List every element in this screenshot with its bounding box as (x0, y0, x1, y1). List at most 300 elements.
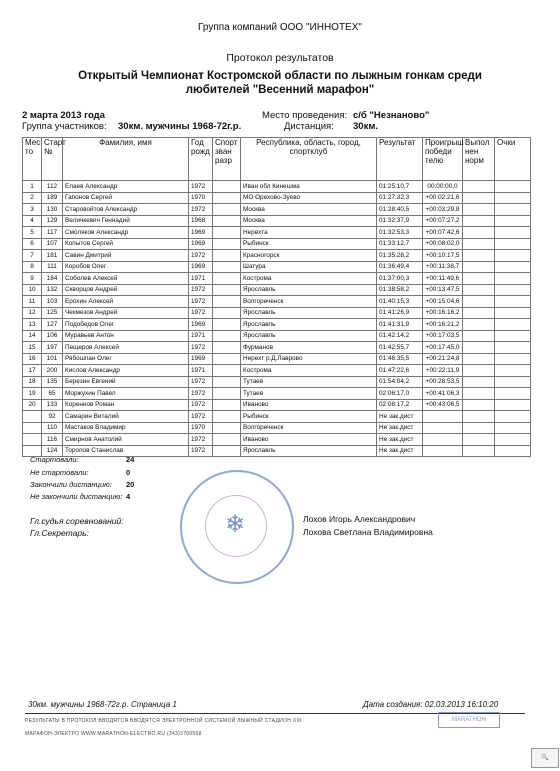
cell-gap (423, 445, 463, 457)
cell-rank (213, 238, 241, 250)
cell-name: Гапонов Сергей (63, 192, 189, 204)
cell-norm (463, 365, 495, 377)
cell-gap: +00:08:02,0 (423, 238, 463, 250)
cell-start-number: 200 (42, 365, 63, 377)
cell-place: 20 (23, 399, 42, 411)
cell-name: Торопов Станислав (63, 445, 189, 457)
cell-name: Кореннов Роман (63, 399, 189, 411)
cell-start-number: 117 (42, 227, 63, 239)
cell-norm (463, 342, 495, 354)
cell-birth-year: 1969 (189, 238, 213, 250)
cell-name: Савин Дмитрий (63, 250, 189, 262)
cell-points (495, 376, 531, 388)
cell-gap: +00:11:38,7 (423, 261, 463, 273)
cell-name: Рябошпан Олег (63, 353, 189, 365)
cell-place: 1 (23, 181, 42, 193)
cell-norm (463, 238, 495, 250)
cell-birth-year: 1972 (189, 388, 213, 400)
cell-name: Чекмезов Андрей (63, 307, 189, 319)
cell-points (495, 261, 531, 273)
cell-points (495, 422, 531, 434)
cell-norm (463, 227, 495, 239)
cell-birth-year: 1969 (189, 261, 213, 273)
cell-norm (463, 296, 495, 308)
cell-start-number: 181 (42, 250, 63, 262)
cell-rank (213, 376, 241, 388)
table-row (23, 204, 531, 216)
cell-norm (463, 445, 495, 457)
cell-norm (463, 330, 495, 342)
table-row (23, 296, 531, 308)
coat-of-arms-icon: ❄ (224, 511, 246, 538)
cell-birth-year: 1969 (189, 319, 213, 331)
cell-gap: +00:07:42,6 (423, 227, 463, 239)
cell-gap (423, 411, 463, 423)
cell-start-number: 116 (42, 434, 63, 446)
cell-region: МО Орехово-Зуево (241, 192, 377, 204)
cell-place: 12 (23, 307, 42, 319)
cell-result: 02:06:17,0 (377, 388, 423, 400)
cell-region: Шатура (241, 261, 377, 273)
cell-name: Мастаков Владимир (63, 422, 189, 434)
table-row (23, 181, 531, 193)
col-header-gap: Проигрыш победи телю (423, 138, 463, 181)
cell-gap: +00:17:45,0 (423, 342, 463, 354)
cell-result: Не зак.дист (377, 411, 423, 423)
cell-name: Подобедов Олег (63, 319, 189, 331)
cell-birth-year: 1972 (189, 284, 213, 296)
cell-rank (213, 181, 241, 193)
cell-place (23, 422, 42, 434)
cell-gap (423, 422, 463, 434)
cell-region: Нерехта (241, 227, 377, 239)
cell-norm (463, 181, 495, 193)
cell-birth-year: 1970 (189, 192, 213, 204)
cell-gap: +00:15:04,6 (423, 296, 463, 308)
cell-name: Скворцов Андрей (63, 284, 189, 296)
chief-secretary-name: Лохова Светлана Владимировна (303, 527, 433, 537)
table-row (23, 422, 531, 434)
cell-start-number: 189 (42, 192, 63, 204)
table-header-row (23, 138, 531, 181)
cell-norm (463, 376, 495, 388)
cell-rank (213, 411, 241, 423)
cell-points (495, 319, 531, 331)
table-row (23, 353, 531, 365)
cell-birth-year: 1971 (189, 330, 213, 342)
cell-birth-year: 1971 (189, 365, 213, 377)
cell-result: Не зак.дист (377, 445, 423, 457)
cell-place: 6 (23, 238, 42, 250)
cell-rank (213, 284, 241, 296)
cell-points (495, 330, 531, 342)
cell-place: 5 (23, 227, 42, 239)
table-row (23, 411, 531, 423)
cell-place (23, 411, 42, 423)
table-row (23, 388, 531, 400)
cell-start-number: 133 (42, 399, 63, 411)
cell-result: 01:27:32,3 (377, 192, 423, 204)
cell-norm (463, 388, 495, 400)
cell-rank (213, 353, 241, 365)
cell-norm (463, 319, 495, 331)
summary-not-finished (30, 492, 131, 501)
cell-start-number: 111 (42, 261, 63, 273)
cell-birth-year: 1972 (189, 376, 213, 388)
table-row (23, 192, 531, 204)
distance-value: 30км. (353, 121, 378, 132)
cell-start-number: 130 (42, 204, 63, 216)
cell-name: Пещеров Алексей (63, 342, 189, 354)
cell-points (495, 204, 531, 216)
cell-birth-year: 1972 (189, 434, 213, 446)
summary-started-value: 24 (126, 455, 135, 464)
cell-points (495, 227, 531, 239)
cell-place: 11 (23, 296, 42, 308)
cell-start-number: 103 (42, 296, 63, 308)
cell-start-number: 132 (42, 284, 63, 296)
cell-start-number: 65 (42, 388, 63, 400)
event-title-line1: Открытый Чемпионат Костромской области по лыжным гонкам среди (78, 70, 482, 82)
cell-points (495, 434, 531, 446)
cell-place: 7 (23, 250, 42, 262)
table-row (23, 319, 531, 331)
zoom-icon[interactable]: 🔍 (531, 748, 559, 768)
table-row (23, 342, 531, 354)
cell-place: 18 (23, 376, 42, 388)
cell-gap: +00:02:21,6 (423, 192, 463, 204)
cell-rank (213, 204, 241, 216)
cell-rank (213, 250, 241, 262)
venue-label: Место проведения: (262, 110, 348, 121)
cell-result: Не зак.дист (377, 434, 423, 446)
cell-region: Ярославль (241, 284, 377, 296)
cell-gap: +00:16:21,2 (423, 319, 463, 331)
cell-rank (213, 261, 241, 273)
cell-region: Ярославль (241, 307, 377, 319)
cell-gap: +00:41:06,3 (423, 388, 463, 400)
cell-birth-year: 1972 (189, 181, 213, 193)
cell-region: Ярославль (241, 445, 377, 457)
cell-place: 3 (23, 204, 42, 216)
table-row (23, 399, 531, 411)
cell-points (495, 353, 531, 365)
cell-points (495, 445, 531, 457)
cell-norm (463, 422, 495, 434)
cell-region: Рыбинск (241, 238, 377, 250)
cell-points (495, 307, 531, 319)
cell-result: 01:42:55,7 (377, 342, 423, 354)
cell-region: Иваново (241, 434, 377, 446)
cell-region: Кострома (241, 273, 377, 285)
cell-rank (213, 192, 241, 204)
results-table (22, 137, 531, 457)
cell-rank (213, 365, 241, 377)
event-title-line2: любителей "Весенний марафон" (185, 84, 375, 96)
table-row (23, 238, 531, 250)
col-header-result: Результат (377, 138, 423, 181)
cell-result: 01:33:12,7 (377, 238, 423, 250)
cell-norm (463, 215, 495, 227)
cell-result: 01:28:40,5 (377, 204, 423, 216)
cell-gap: +00:13:47,5 (423, 284, 463, 296)
cell-name: Моржухин Павел (63, 388, 189, 400)
results-body (23, 181, 531, 457)
cell-result: 01:42:14,2 (377, 330, 423, 342)
cell-norm (463, 284, 495, 296)
cell-rank (213, 388, 241, 400)
table-row (23, 307, 531, 319)
cell-name: Ерохин Алексей (63, 296, 189, 308)
cell-rank (213, 445, 241, 457)
cell-birth-year: 1972 (189, 296, 213, 308)
cell-region: Ярославль (241, 330, 377, 342)
col-header-name: Фамилия, имя (63, 138, 189, 181)
cell-result: 02:08:17,2 (377, 399, 423, 411)
cell-result: 01:35:28,2 (377, 250, 423, 262)
cell-result: 01:47:22,6 (377, 365, 423, 377)
table-row (23, 250, 531, 262)
table-row (23, 273, 531, 285)
cell-norm (463, 273, 495, 285)
cell-points (495, 273, 531, 285)
cell-name: Копытов Сергей (63, 238, 189, 250)
cell-place: 9 (23, 273, 42, 285)
cell-result: 01:41:31,9 (377, 319, 423, 331)
cell-region: Волгореченск (241, 422, 377, 434)
cell-result: 01:25:10,7 (377, 181, 423, 193)
cell-birth-year: 1972 (189, 250, 213, 262)
cell-rank (213, 307, 241, 319)
cell-norm (463, 192, 495, 204)
cell-region: Москва (241, 215, 377, 227)
cell-birth-year: 1972 (189, 399, 213, 411)
chief-judge-name: Лохов Игорь Александрович (303, 514, 416, 524)
cell-name: Березин Евгений (63, 376, 189, 388)
cell-rank (213, 296, 241, 308)
cell-result: 01:40:15,3 (377, 296, 423, 308)
protocol-heading: Протокол результатов (226, 52, 334, 64)
chief-secretary-label: Гл.Секретарь: (30, 528, 89, 538)
cell-place: 4 (23, 215, 42, 227)
summary-started (30, 455, 135, 464)
cell-points (495, 411, 531, 423)
cell-start-number: 127 (42, 319, 63, 331)
table-row (23, 365, 531, 377)
cell-birth-year: 1969 (189, 227, 213, 239)
cell-rank (213, 434, 241, 446)
cell-gap: +00:10:17,5 (423, 250, 463, 262)
col-header-rank: Спорт зван разр (213, 138, 241, 181)
cell-points (495, 250, 531, 262)
cell-place: 17 (23, 365, 42, 377)
cell-name: Старовойтов Александр (63, 204, 189, 216)
cell-points (495, 238, 531, 250)
cell-gap: 00:00:00,0 (423, 181, 463, 193)
cell-name: Елаев Александр (63, 181, 189, 193)
summary-not-finished-value: 4 (126, 492, 131, 501)
cell-gap: +00:43:06,5 (423, 399, 463, 411)
cell-result: 01:37:00,3 (377, 273, 423, 285)
cell-result: 01:41:26,9 (377, 307, 423, 319)
cell-place: 8 (23, 261, 42, 273)
chief-judge-label: Гл.судья соревнований: (30, 516, 124, 526)
cell-birth-year: 1972 (189, 204, 213, 216)
table-row (23, 227, 531, 239)
cell-region: Волгореченск (241, 296, 377, 308)
cell-region: Москва (241, 204, 377, 216)
cell-rank (213, 330, 241, 342)
cell-start-number: 124 (42, 445, 63, 457)
cell-place: 2 (23, 192, 42, 204)
cell-place: 16 (23, 353, 42, 365)
cell-name: Муравьев Антон (63, 330, 189, 342)
footer-system-text: РЕЗУЛЬТАТЫ В ПРОТОКОЛ ВВОДЯТСЯ ВВОДЯТСЯ ЭЛЕКТРОННОЙ СИСТЕМОЙ ЛЫЖНЫЙ СТАДИОН XXI (25, 718, 302, 724)
cell-result: 01:32:53,3 (377, 227, 423, 239)
table-row (23, 284, 531, 296)
cell-points (495, 399, 531, 411)
cell-norm (463, 353, 495, 365)
cell-gap: +00:11:49,6 (423, 273, 463, 285)
summary-finished-label: Закончили дистанцию: (30, 480, 112, 489)
cell-birth-year: 1969 (189, 353, 213, 365)
event-date: 2 марта 2013 года (22, 110, 105, 121)
cell-norm (463, 411, 495, 423)
cell-region: Красногорск (241, 250, 377, 262)
cell-birth-year: 1971 (189, 273, 213, 285)
cell-norm (463, 399, 495, 411)
cell-start-number: 101 (42, 353, 63, 365)
cell-gap: +00:22:11,9 (423, 365, 463, 377)
cell-name: Смоляков Александр (63, 227, 189, 239)
cell-birth-year: 1972 (189, 411, 213, 423)
venue-value: с/б "Незнаново" (353, 110, 430, 121)
col-header-start-number: Старт № (42, 138, 63, 181)
cell-name: Кислов Александр (63, 365, 189, 377)
distance-label: Дистанция: (284, 121, 334, 132)
cell-place: 14 (23, 330, 42, 342)
cell-place: 13 (23, 319, 42, 331)
marathon-logo-icon: MARATHON (438, 712, 500, 728)
col-header-region: Республика, область, город, спортклуб (241, 138, 377, 181)
cell-region: Тутаев (241, 376, 377, 388)
table-row (23, 376, 531, 388)
group-label: Группа участников: (22, 121, 107, 132)
cell-start-number: 92 (42, 411, 63, 423)
cell-norm (463, 434, 495, 446)
cell-rank (213, 273, 241, 285)
cell-region: Фурманов (241, 342, 377, 354)
cell-result: 01:46:35,5 (377, 353, 423, 365)
cell-points (495, 192, 531, 204)
table-row (23, 330, 531, 342)
cell-gap: +00:21:24,8 (423, 353, 463, 365)
footer-contact-text: МАРАФОН-ЭЛЕКТРО WWW.MARATHON-ELECTRO.RU (343)3700568 (25, 731, 202, 737)
cell-norm (463, 204, 495, 216)
cell-birth-year: 1972 (189, 307, 213, 319)
cell-result: 01:36:49,4 (377, 261, 423, 273)
cell-rank (213, 422, 241, 434)
cell-gap: +00:16:16,2 (423, 307, 463, 319)
cell-birth-year: 1970 (189, 422, 213, 434)
cell-birth-year: 1972 (189, 342, 213, 354)
cell-gap: +00:17:03,5 (423, 330, 463, 342)
cell-result: 01:38:58,2 (377, 284, 423, 296)
cell-region: Тутаев (241, 388, 377, 400)
table-row (23, 215, 531, 227)
company-name: Группа компаний ООО "ИННОТЕХ" (198, 22, 362, 33)
cell-start-number: 106 (42, 330, 63, 342)
group-value: 30км. мужчины 1968-72г.р. (118, 121, 242, 132)
summary-started-label: Стартовали: (30, 455, 79, 464)
cell-points (495, 342, 531, 354)
col-header-points: Очки (495, 138, 531, 181)
cell-region: Иваново (241, 399, 377, 411)
cell-points (495, 181, 531, 193)
col-header-place: Мес то (23, 138, 42, 181)
summary-finished (30, 480, 135, 489)
cell-region: Кострома (241, 365, 377, 377)
cell-result: Не зак.дист (377, 422, 423, 434)
col-header-norm: Выпол нен норм (463, 138, 495, 181)
cell-start-number: 110 (42, 422, 63, 434)
cell-gap: +00:03:29,8 (423, 204, 463, 216)
cell-place: 15 (23, 342, 42, 354)
cell-rank (213, 342, 241, 354)
cell-points (495, 296, 531, 308)
summary-finished-value: 20 (126, 480, 135, 489)
summary-not-started-value: 0 (126, 468, 131, 477)
cell-start-number: 197 (42, 342, 63, 354)
cell-place: 10 (23, 284, 42, 296)
cell-rank (213, 227, 241, 239)
table-row (23, 445, 531, 457)
summary-not-started (30, 468, 131, 477)
footer-created-date: Дата создания: 02.03.2013 16:10:20 (363, 700, 499, 709)
cell-rank (213, 215, 241, 227)
cell-gap (423, 434, 463, 446)
cell-birth-year: 1972 (189, 445, 213, 457)
cell-place: 19 (23, 388, 42, 400)
cell-start-number: 129 (42, 215, 63, 227)
cell-region: Ярославль (241, 319, 377, 331)
cell-name: Коробов Олег (63, 261, 189, 273)
cell-result: 01:54:04,2 (377, 376, 423, 388)
cell-start-number: 107 (42, 238, 63, 250)
table-row (23, 261, 531, 273)
cell-name: Величкевич Геннадий (63, 215, 189, 227)
cell-norm (463, 250, 495, 262)
cell-points (495, 365, 531, 377)
cell-points (495, 215, 531, 227)
cell-region: Иван обл Кинешма (241, 181, 377, 193)
summary-not-finished-label: Не закончили дистанцию: (30, 492, 123, 501)
cell-start-number: 135 (42, 376, 63, 388)
cell-start-number: 112 (42, 181, 63, 193)
cell-name: Соболев Алексей (63, 273, 189, 285)
cell-birth-year: 1968 (189, 215, 213, 227)
cell-name: Самарин Виталий (63, 411, 189, 423)
cell-gap: +00:07:27,2 (423, 215, 463, 227)
cell-points (495, 284, 531, 296)
cell-result: 01:32:37,9 (377, 215, 423, 227)
summary-not-started-label: Не стартовали: (30, 468, 89, 477)
footer-page-info: 30км. мужчины 1968-72г.р. Страница 1 (28, 700, 177, 709)
col-header-birth-year: Год рожд (189, 138, 213, 181)
cell-norm (463, 261, 495, 273)
cell-norm (463, 307, 495, 319)
cell-name: Смирнов Анатолий (63, 434, 189, 446)
